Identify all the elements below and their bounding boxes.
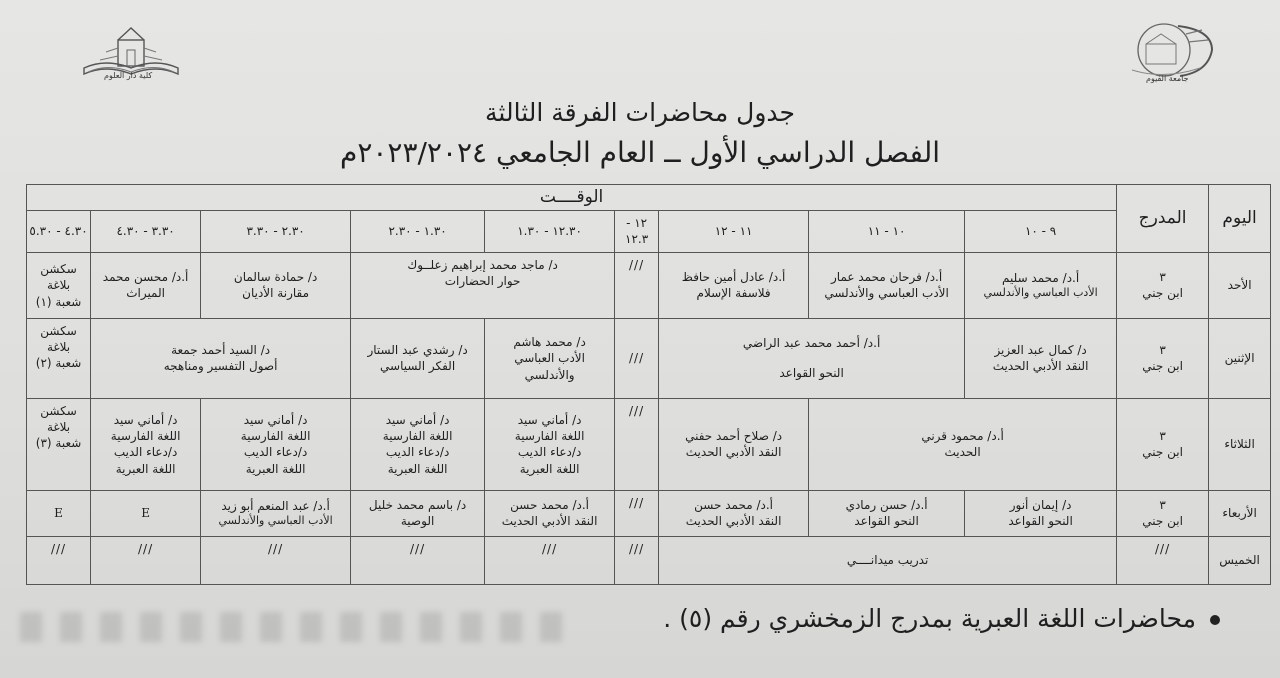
- time-slot: ٢.٣٠ - ٣.٣٠: [201, 210, 351, 252]
- day-cell: الأربعاء: [1209, 490, 1271, 536]
- break-cell: ///: [615, 252, 659, 318]
- lecture-cell: أ.د/ عبد المنعم أبو زيد الأدب العباسي والأندلسي: [201, 490, 351, 536]
- lecture-cell: د/ كمال عبد العزيز النقد الأدبي الحديث: [965, 318, 1117, 398]
- schedule-subtitle: الفصل الدراسي الأول ــ العام الجامعي ٢٠٢٣/٢٠٢٤م: [339, 136, 941, 169]
- hall-cell: ///: [1117, 536, 1209, 584]
- empty-cell: ///: [27, 536, 91, 584]
- time-slot: ١١ - ١٢: [659, 210, 809, 252]
- bullet-icon: [1210, 615, 1220, 625]
- language-cell: د/ أماني سيد اللغة الفارسية د/دعاء الديب اللغة العبرية: [485, 398, 615, 490]
- time-header: الوقــــت: [27, 185, 1117, 211]
- hall-cell: ٣ ابن جني: [1117, 490, 1209, 536]
- footnote: محاضرات اللغة العبرية بمدرج الزمخشري رقم (٥) .: [580, 604, 1220, 633]
- row-tuesday: [27, 398, 1271, 490]
- lecture-cell: د/ محمد هاشم الأدب العباسي والأندلسي: [485, 318, 615, 398]
- row-thursday: [27, 536, 1271, 584]
- day-cell: الثلاثاء: [1209, 398, 1271, 490]
- lecture-cell: د/ باسم محمد خليل الوصية: [351, 490, 485, 536]
- lecture-cell: أ.د/ محمد حسن النقد الأدبي الحديث: [659, 490, 809, 536]
- lecture-cell: أ.د/ محمد حسن النقد الأدبي الحديث: [485, 490, 615, 536]
- section-cell: سكشن بلاغة شعبة (٣): [27, 398, 91, 490]
- lecture-cell: د/ حمادة سالمان مقارنة الأديان: [201, 252, 351, 318]
- empty-cell: ///: [615, 536, 659, 584]
- lecture-cell: أ.د/ حسن رمادي النحو القواعد: [809, 490, 965, 536]
- row-wednesday: [27, 490, 1271, 536]
- empty-cell: ///: [201, 536, 351, 584]
- hall-cell: ٣ ابن جني: [1117, 252, 1209, 318]
- day-cell: الخميس: [1209, 536, 1271, 584]
- lecture-cell: أ.د/ أحمد محمد عبد الراضي النحو القواعد: [659, 318, 965, 398]
- university-logo-caption: جامعة الفيوم: [1146, 74, 1189, 83]
- lecture-cell: د/ رشدي عبد الستار الفكر السياسي: [351, 318, 485, 398]
- section-cell: سكشن بلاغة شعبة (١): [27, 252, 91, 318]
- lecture-cell: أ.د/ محمود قرني الحديث: [809, 398, 1117, 490]
- hall-header: المدرج: [1117, 185, 1209, 253]
- faculty-logo-caption: كلية دار العلوم: [104, 71, 153, 80]
- empty-cell: ///: [91, 536, 201, 584]
- lecture-cell: أ.د/ فرحان محمد عمار الأدب العباسي والأندلسي: [809, 252, 965, 318]
- empty-cell: ///: [485, 536, 615, 584]
- time-slot: ١٢ - ١٢.٣: [615, 210, 659, 252]
- break-cell: ///: [615, 490, 659, 536]
- lecture-cell: د/ ماجد محمد إبراهيم زعلــوك حوار الحضارات: [351, 252, 615, 318]
- time-slot: ٣.٣٠ - ٤.٣٠: [91, 210, 201, 252]
- row-monday: [27, 318, 1271, 398]
- e-cell: E: [91, 490, 201, 536]
- break-cell: ///: [615, 318, 659, 398]
- lecture-cell: د/ صلاح أحمد حفني النقد الأدبي الحديث: [659, 398, 809, 490]
- header-row-2: [27, 210, 1271, 252]
- day-cell: الأحد: [1209, 252, 1271, 318]
- section-cell: سكشن بلاغة شعبة (٢): [27, 318, 91, 398]
- e-cell: E: [27, 490, 91, 536]
- break-cell: ///: [615, 398, 659, 490]
- time-slot: ٤.٣٠ - ٥.٣٠: [27, 210, 91, 252]
- hall-cell: ٣ ابن جني: [1117, 398, 1209, 490]
- lecture-cell: أ.د/ عادل أمين حافظ فلاسفة الإسلام: [659, 252, 809, 318]
- schedule-table: [26, 184, 1271, 585]
- lecture-cell: أ.د/ محسن محمد الميراث: [91, 252, 201, 318]
- schedule-title: جدول محاضرات الفرقة الثالثة: [485, 98, 795, 127]
- time-slot: ١.٣٠ - ٢.٣٠: [351, 210, 485, 252]
- time-slot: ٩ - ١٠: [965, 210, 1117, 252]
- lecture-cell: د/ السيد أحمد جمعة أصول التفسير ومناهجه: [91, 318, 351, 398]
- field-training-cell: تدريب ميدانــــي: [659, 536, 1117, 584]
- lecture-cell: د/ إيمان أنور النحو القواعد: [965, 490, 1117, 536]
- hall-cell: ٣ ابن جني: [1117, 318, 1209, 398]
- blurred-text-band: [20, 612, 580, 642]
- day-header: اليوم: [1209, 185, 1271, 253]
- day-cell: الإثنين: [1209, 318, 1271, 398]
- time-slot: ١٠ - ١١: [809, 210, 965, 252]
- language-cell: د/ أماني سيد اللغة الفارسية د/دعاء الديب اللغة العبرية: [351, 398, 485, 490]
- empty-cell: ///: [351, 536, 485, 584]
- row-sunday: [27, 252, 1271, 318]
- time-slot: ١٢.٣٠ - ١.٣٠: [485, 210, 615, 252]
- language-cell: د/ أماني سيد اللغة الفارسية د/دعاء الديب اللغة العبرية: [201, 398, 351, 490]
- header-row-1: [27, 185, 1271, 211]
- lecture-cell: أ.د/ محمد سليم الأدب العباسي والأندلسي: [965, 252, 1117, 318]
- language-cell: د/ أماني سيد اللغة الفارسية د/دعاء الديب اللغة العبرية: [91, 398, 201, 490]
